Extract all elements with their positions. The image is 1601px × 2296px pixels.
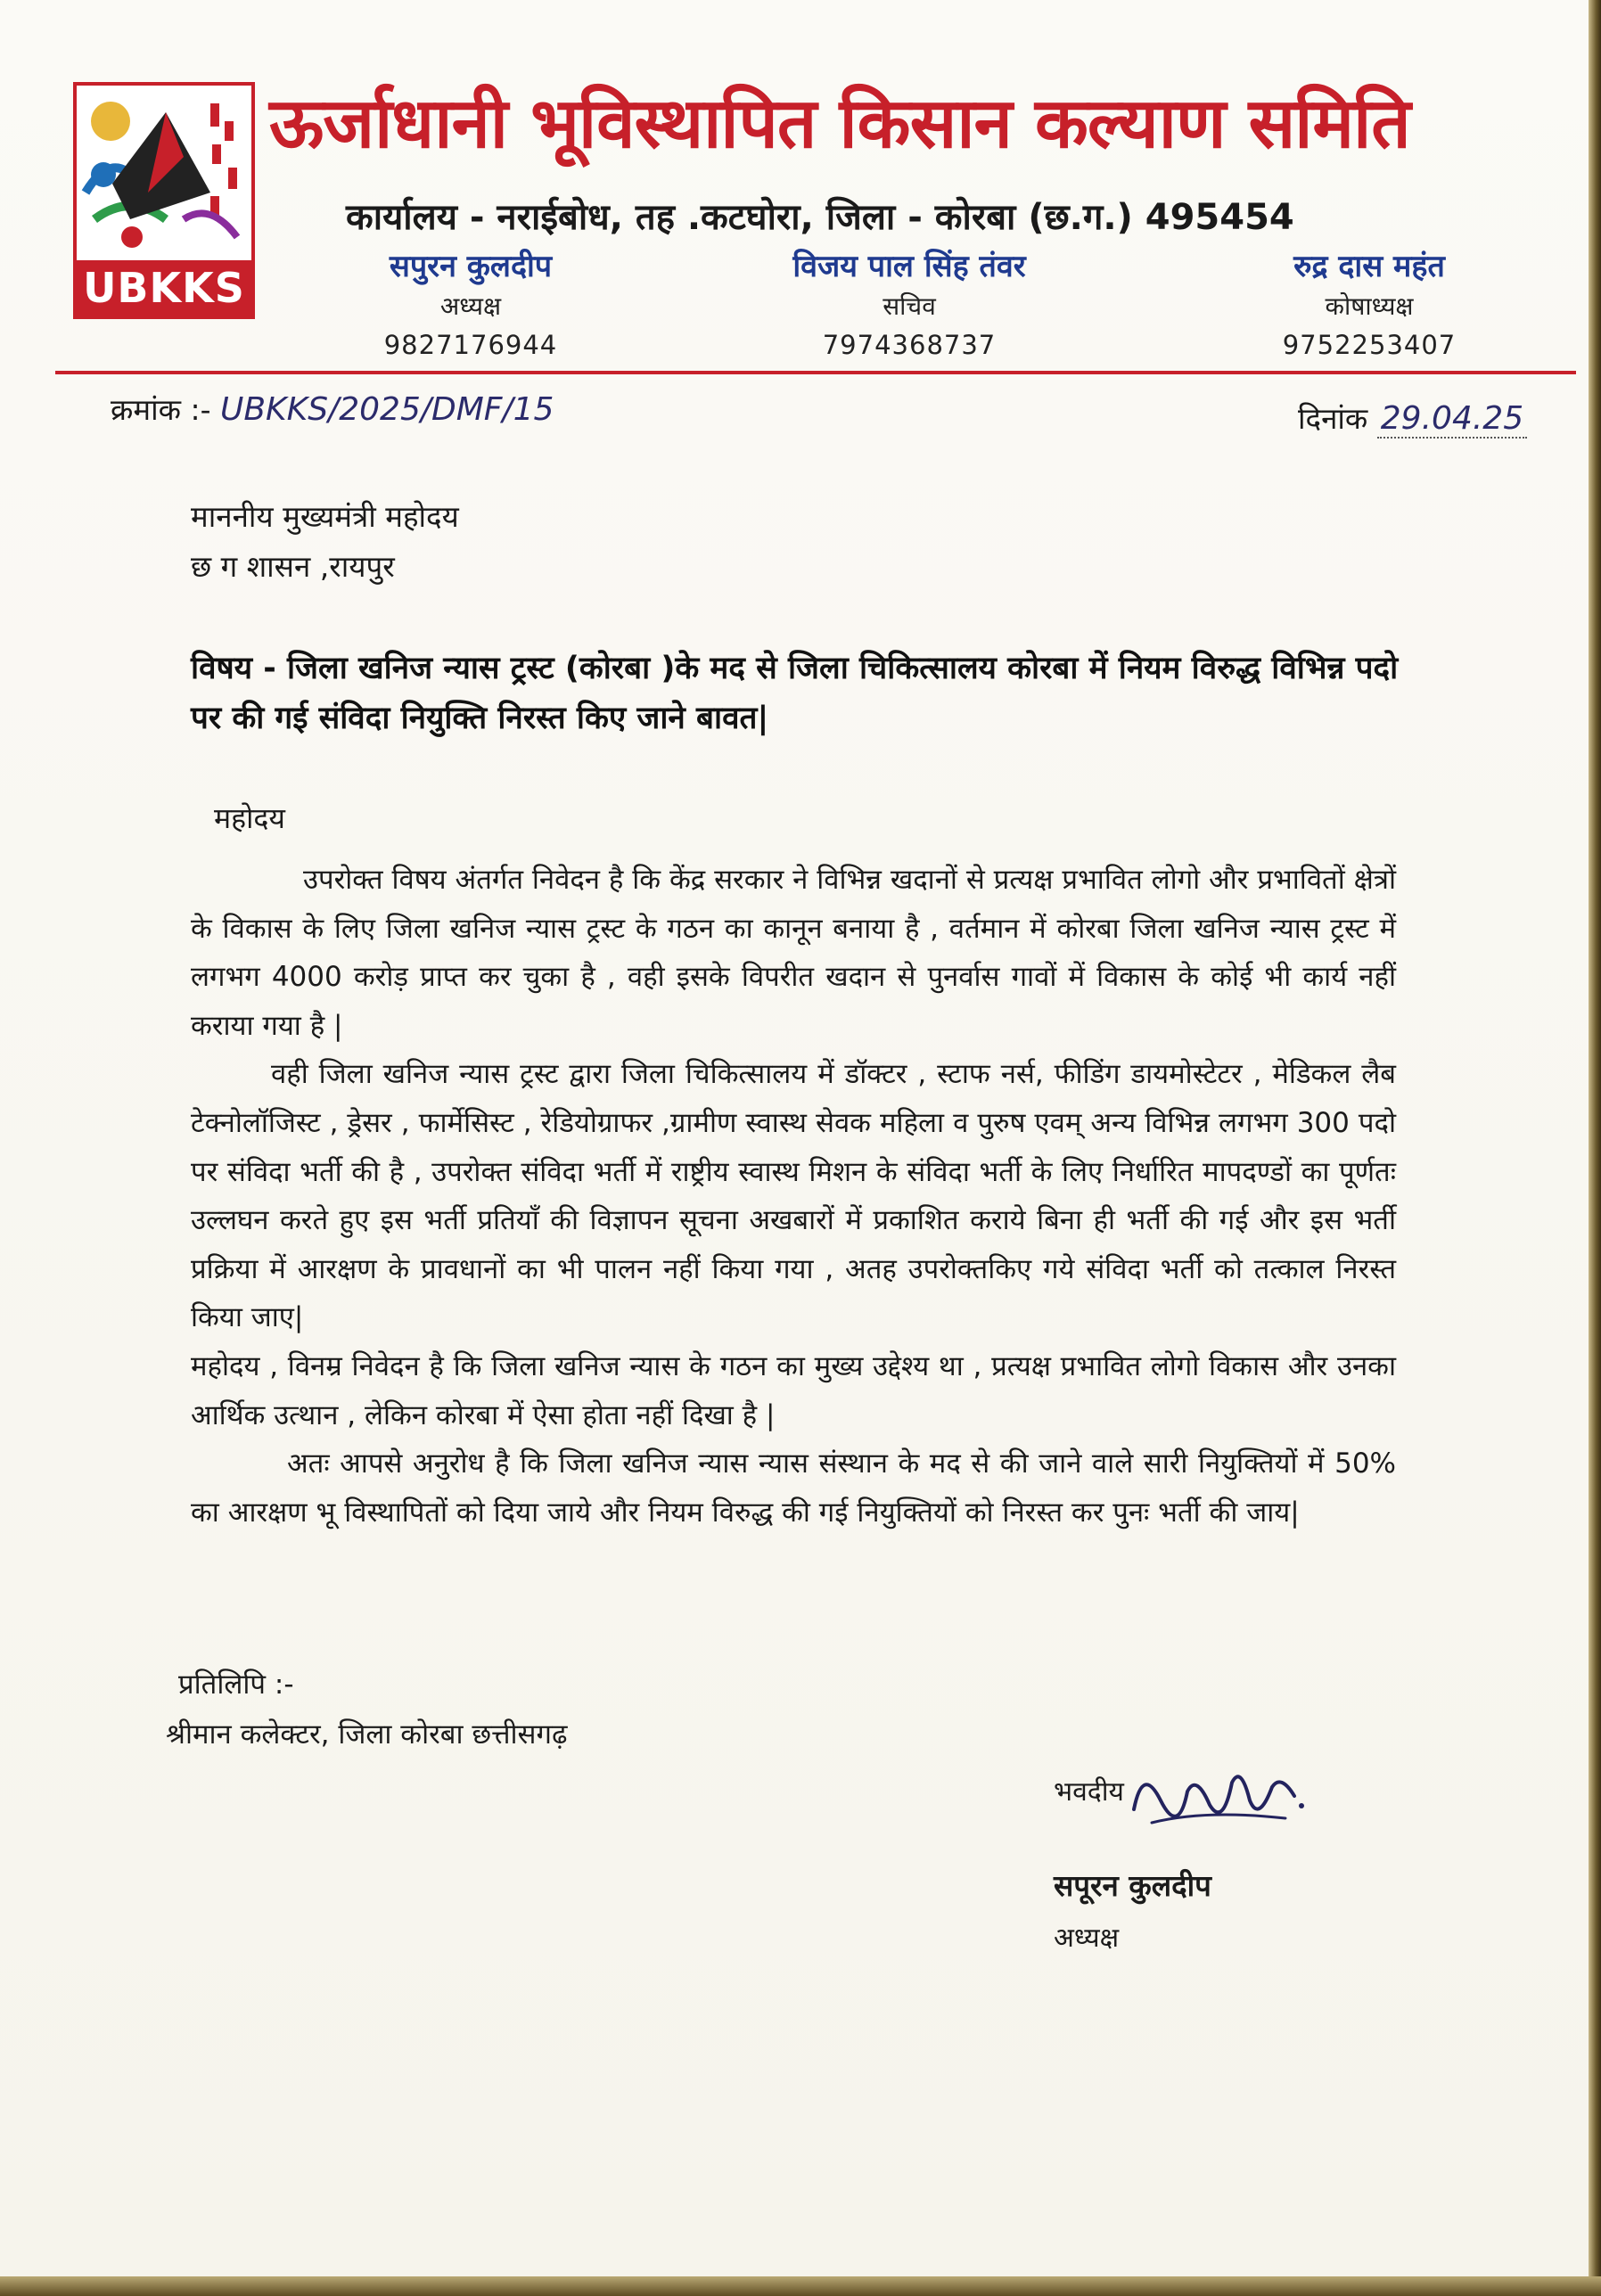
officer-role: कोषाध्यक्ष: [1325, 291, 1414, 321]
date-value: 29.04.25: [1377, 400, 1527, 439]
signature-icon: [1125, 1747, 1312, 1845]
page-edge-bottom: [0, 2276, 1601, 2296]
recipient-line-1: माननीय मुख्यमंत्री महोदय: [191, 499, 459, 534]
officer-phone: 9827176944: [383, 330, 558, 360]
logo-text: UBKKS: [77, 260, 251, 316]
officer-name: रुद्र दास महंत: [1293, 249, 1445, 284]
reference-label: क्रमांक :-: [111, 392, 211, 427]
signer-name: सपूरन कुलदीप: [1054, 1868, 1211, 1903]
copy-to-recipient: श्रीमान कलेक्टर, जिला कोरबा छत्तीसगढ़: [166, 1718, 568, 1751]
body-paragraph: अतः आपसे अनुरोध है कि जिला खनिज न्यास न्यास संस्थान के मद से की जाने वाले सारी नियुक्तियों में 50% का आरक्षण भू विस्थापितों को दिया जाये और नियम विरुद्ध की गई नियुक्तियों को निरस्त कर पुनः भर्ती की जाय|: [191, 1447, 1396, 1529]
date-label: दिनांक: [1298, 401, 1368, 436]
copy-to-label: प्रतिलिपि :-: [178, 1669, 294, 1701]
officer-name: सपुरन कुलदीप: [389, 249, 553, 284]
organization-title: ऊर्जाधानी भूविस्थापित किसान कल्याण समिति: [269, 83, 1410, 164]
body-paragraph: वही जिला खनिज न्यास ट्रस्ट द्वारा जिला चिकित्सालय में डॉक्टर , स्टाफ नर्स, फीडिंग डायमोस्टेटर , मेडिकल लैब टेक्नोलॉजिस्ट , ड्रेसर , फार्मेसिस्ट , रेडियोग्राफर ,ग्रामीण स्वास्थ सेवक महिला व पुरुष एवम् अन्य विभिन्न लगभग 300 पदो पर संविदा भर्ती की है , उपरोक्त संविदा भर्ती में राष्ट्रीय स्वास्थ मिशन के संविदा भर्ती के लिए निर्धारित मापदण्डों का पूर्णतः उल्लघन करते हुए इस भर्ती प्रतियाँ की विज्ञापन सूचना अखबारों में प्रकाशित कराये बिना ही भर्ती की गई और इस भर्ती प्रक्रिया में आरक्षण के प्रावधानों का भी पालन नहीं किया गया , अतह उपरोक्तकिए गये संविदा भर्ती को तत्काल निरस्त किया जाए|: [191, 1058, 1396, 1334]
reference-value: UBKKS/2025/DMF/15: [220, 391, 554, 428]
office-address: कार्यालय - नराईबोध, तह .कटघोरा, जिला - कोरबा (छ.ग.) 495454: [346, 197, 1294, 238]
page-edge-right: [1589, 0, 1601, 2296]
officer-phone: 9752253407: [1282, 330, 1457, 360]
salutation: महोदय: [214, 801, 285, 835]
recipient-line-2: छ ग शासन ,रायपुर: [191, 549, 395, 584]
officer-role: अध्यक्ष: [439, 291, 502, 321]
officer-treasurer: [1218, 244, 1521, 360]
officer-name: विजय पाल सिंह तंवर: [792, 249, 1026, 284]
body-paragraph: महोदय , विनम्र निवेदन है कि जिला खनिज न्यास के गठन का मुख्य उद्देश्य था , प्रत्यक्ष प्रभावित लोगो विकास और उनका आर्थिक उत्थान , लेकिन कोरबा में ऐसा होता नहीं दिखा है |: [191, 1349, 1396, 1431]
closing-word: भवदीय: [1054, 1776, 1124, 1808]
officer-role: सचिव: [883, 291, 936, 321]
letter-body: [191, 856, 1396, 1537]
handwritten-signature: [1125, 1747, 1312, 1849]
letter-date: [1298, 398, 1527, 438]
officer-secretary: [758, 244, 1061, 360]
letter-subject: विषय - जिला खनिज न्यास ट्रस्ट (कोरबा )के मद से जिला चिकित्सालय कोरबा में नियम विरुद्ध विभिन्न पदो पर की गई संविदा नियुक्ति निरस्त किए जाने बावत|: [191, 651, 1399, 736]
body-paragraph: उपरोक्त विषय अंतर्गत निवेदन है कि केंद्र सरकार ने विभिन्न खदानों से प्रत्यक्ष प्रभावित लोगो और प्रभावितों क्षेत्रों के विकास के लिए जिला खनिज न्यास ट्रस्ट के गठन का कानून बनाया है , वर्तमान में कोरबा जिला खनिज न्यास ट्रस्ट में लगभग 4000 करोड़ प्राप्त कर चुका है , वही इसके विपरीत खदान से पुनर्वास गावों में विकास के कोई भी कार्य नहीं कराया गया है |: [191, 864, 1396, 1042]
header-divider: [55, 371, 1576, 374]
logo-emblem-icon: [77, 86, 251, 260]
organization-logo: [73, 82, 255, 319]
officer-president: [319, 244, 622, 360]
officer-phone: 7974368737: [822, 330, 997, 360]
reference-number: [111, 389, 554, 429]
signer-role: अध्यक्ष: [1054, 1923, 1120, 1954]
